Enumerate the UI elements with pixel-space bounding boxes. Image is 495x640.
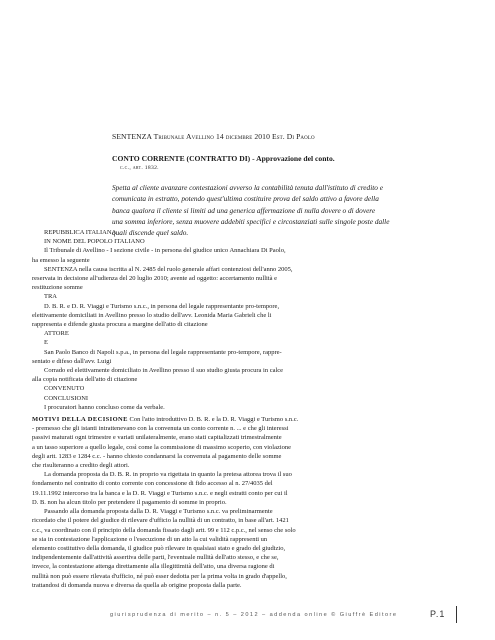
body-line: restituzione somme (32, 284, 83, 292)
body-line: passivi maturati ogni trimestre e variati unilateralmente, erano stati capitalizzati trimestralmente (32, 434, 282, 442)
body-line: alla copia notificata dell'atto di citazione (32, 376, 138, 384)
body-line: trattandosi di domanda nuova e diversa da quella ab origine proposta dalla parte. (32, 581, 242, 589)
heading (112, 132, 452, 142)
body-line: invece, la contestazione attenga direttamente alla illegittimità dell'atto, una diversa ragione di (32, 563, 275, 571)
body-line: I procuratori hanno concluso come da verbale. (44, 403, 165, 411)
massima-line: comunicata in estratto, potendo quest'ultima costituire prova del saldo attivo a favore della (112, 194, 379, 204)
body-line: La domanda proposta da D. B. R. in proprio va rigettata in quanto la pretesa attorea trova il suo (44, 471, 292, 479)
body-line: D. B. R. e D. R. Viaggi e Turismo s.n.c., in persona del legale rappresentante pro-tempore, (44, 302, 280, 310)
page-footer (12, 610, 482, 628)
body-line: degli artt. 1283 e 1284 c.c. - hanno chiesto condannarsi la convenuta al pagamento delle somme (32, 452, 282, 460)
body-line: che risulteranno a credito degli attori. (32, 462, 130, 470)
massima-line: Spetta al cliente avanzare contestazioni avverso la contabilità tenuta dall'istituto di credito e (112, 183, 383, 192)
subject-subtitle: - Approvazione del conto. (252, 154, 335, 163)
body-line: CONVENUTO (44, 385, 85, 393)
footer-text: giurisprudenza di merito – n. 5 – 2012 – addenda online © Giuffrè Editore (110, 612, 398, 618)
massima-line: una somma inferiore, senza muovere addebiti specifici e circostanziati sulle singole poste dalle (112, 216, 390, 226)
body-line (32, 415, 462, 424)
body-line: Passando alla domanda proposta dalla D. R. Viaggi e Turismo s.n.c. va preliminarmente (44, 508, 273, 516)
subject-line (112, 154, 452, 164)
body-line: E (44, 339, 48, 347)
massima-line: banca qualora il cliente si limiti ad una generica affermazione di nulla dovere o di dovere (112, 205, 376, 215)
body-line-text: Con l'atto introduttivo D. B. R. e la D. R. Viaggi e Turismo s.n.c. (129, 416, 299, 424)
body-line: elemento costitutivo della domanda, il giudice può rilevare in qualsiasi stato e grado del giudizio, (32, 544, 286, 552)
body-line: San Paolo Banco di Napoli s.p.a., in persona del legale rappresentante pro-tempore, rappre- (44, 348, 282, 356)
body-line: indipendentemente dall'attività assertiva delle parti, l'eventuale nullità dell'atto stesso, e che se, (32, 554, 279, 562)
body-line: c.c., va coordinato con il principio della domanda fissato dagli artt. 99 e 112 c.p.c., nel senso che solo (32, 526, 296, 534)
body-line: Corrado ed elettivamente domiciliato in Avellino presso il suo studio giusta procura in calce (44, 367, 284, 375)
body-line: a un tasso superiore a quello legale, così come la commissione di massimo scoperto, con violazione (32, 443, 292, 451)
body-line: Il Tribunale di Avellino - I sezione civile - in persona del giudice unico Annachiara Di Paolo, (44, 247, 286, 255)
footer-divider (456, 606, 457, 623)
body-line: IN NOME DEL POPOLO ITALIANO (44, 238, 145, 246)
body-line: nullità non può essere rilevata d'ufficio, né può esser dedotta per la prima volta in grado d'appello, (32, 572, 287, 580)
body-line: sentato e difeso dall'avv. Luigi (32, 357, 112, 365)
body-line: CONCLUSIONI (44, 394, 89, 402)
body-line: D. B. non ha alcun titolo per pretendere il pagamento di somme in proprio. (32, 498, 227, 506)
law-reference: c.c., art. 1832. (120, 165, 159, 171)
massima-line: quali discende quel saldo. (112, 228, 189, 238)
subject-title: CONTO CORRENTE (CONTRATTO DI) (112, 154, 251, 163)
body-line: fondamento nel contratto di conto corrente con concessione di fido accesso al n. 27/4035 del (32, 480, 273, 488)
body-line: elettivamente domiciliati in Avellino presso lo studio dell'avv. Leonida Maria Gabrieli che li (32, 311, 272, 319)
body-line: TRA (44, 293, 57, 301)
body-line: SENTENZA nella causa iscritta al N. 2485 del ruolo generale affari contenziosi dell'anno 2005, (44, 265, 293, 273)
body-line: se sia in contestazione l'applicazione o l'esecuzione di un atto la cui validità rappresenti un (32, 535, 268, 543)
body-line: reservata in decisione all'udienza del 20 luglio 2010; avente ad oggetto: accertamento nullità e (32, 275, 278, 283)
section-heading: MOTIVI DELLA DECISIONE (32, 416, 128, 424)
page-number: P.1 (430, 609, 446, 619)
body-line: 19.11.1992 intercorso tra la banca e la D. R. Viaggi e Turismo s.n.c. e negli estratti conto per cui il (32, 489, 288, 497)
body-line: ATTORE (44, 330, 69, 338)
body-line: - premesso che gli istanti intrattenevano con la convenuta un conto corrente n. ... e che gli interessi (32, 425, 289, 433)
body-line: REPUBBLICA ITALIANA (44, 229, 117, 236)
heading-label: SENTENZA (112, 132, 152, 141)
body-line: ricordato che il potere del giudice di rilevare d'ufficio la nullità di un contratto, in base all'art. 1421 (32, 517, 289, 525)
heading-court: Tribunale Avellino 14 dicembre 2010 Est. Di Paolo (153, 132, 315, 141)
body-line: ha emesso la seguente (32, 256, 90, 264)
judgment-body (32, 228, 462, 590)
body-line: rappresenta e difende giusta procura a margine dell'atto di citazione (32, 321, 208, 329)
